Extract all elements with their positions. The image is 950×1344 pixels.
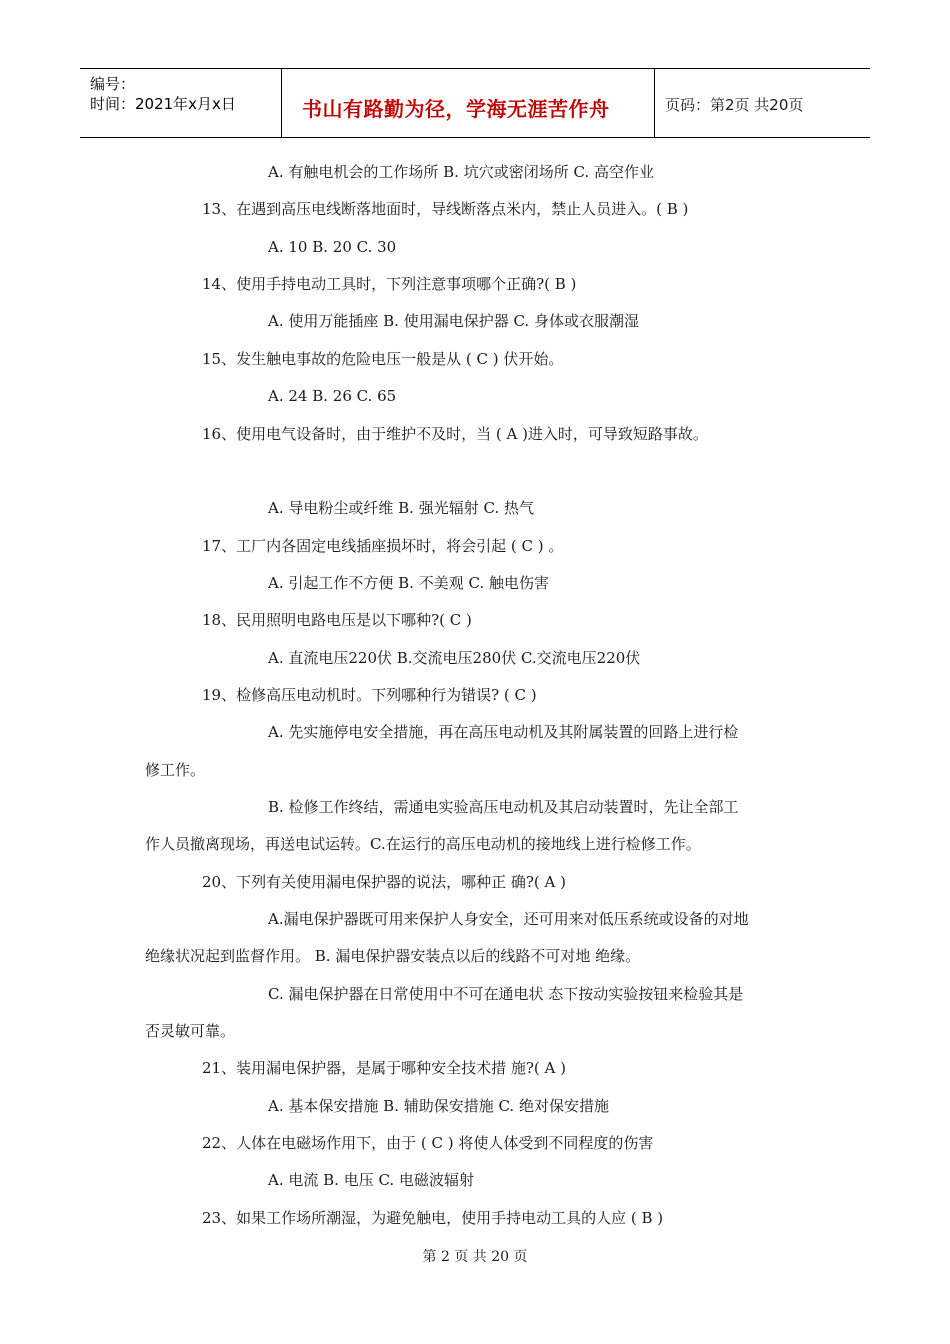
header-page-cell — [655, 69, 870, 137]
header-motto-cell — [282, 69, 655, 137]
question-18: 18、民用照明电路电压是以下哪种?( C ) — [202, 611, 472, 629]
question-14: 14、使用手持电动工具时，下列注意事项哪个正确?( B ) — [202, 275, 577, 293]
option-line: A. 直流电压220伏 B.交流电压280伏 C.交流电压220伏 — [268, 649, 641, 667]
option-line: A. 基本保安措施 B. 辅助保安措施 C. 绝对保安措施 — [268, 1097, 609, 1115]
option-line-cont: 修工作。 — [145, 761, 206, 779]
question-16: 16、使用电气设备时，由于维护不及时，当 ( A )进入时，可导致短路事故。 — [202, 425, 708, 443]
page-header — [80, 68, 870, 138]
question-20: 20、下列有关使用漏电保护器的说法，哪种正 确?( A ) — [202, 873, 566, 891]
motto: 书山有路勤为径，学海无涯苦作舟 — [302, 97, 610, 121]
question-21: 21、装用漏电保护器，是属于哪种安全技术措 施?( A ) — [202, 1059, 566, 1077]
option-line: A. 电流 B. 电压 C. 电磁波辐射 — [268, 1171, 474, 1189]
option-line: A. 10 B. 20 C. 30 — [268, 238, 397, 256]
question-17: 17、工厂内各固定电线插座损坏时，将会引起 ( C ) 。 — [202, 537, 564, 555]
option-line: A. 有触电机会的工作场所 B. 坑穴或密闭场所 C. 高空作业 — [268, 163, 654, 181]
time-label: 时间：2021年x月x日 — [90, 95, 236, 113]
option-line: B. 检修工作终结，需通电实验高压电动机及其启动装置时，先让全部工 — [268, 798, 739, 816]
option-line: A. 导电粉尘或纤维 B. 强光辐射 C. 热气 — [268, 499, 534, 517]
option-line: A. 使用万能插座 B. 使用漏电保护器 C. 身体或衣服潮湿 — [268, 312, 639, 330]
option-line-cont: 绝缘状况起到监督作用。 B. 漏电保护器安装点以后的线路不可对地 绝缘。 — [145, 947, 641, 965]
option-line: C. 漏电保护器在日常使用中不可在通电状 态下按动实验按钮来检验其是 — [268, 985, 744, 1003]
question-23: 23、如果工作场所潮湿，为避免触电，使用手持电动工具的人应 ( B ) — [202, 1209, 664, 1227]
number-label: 编号： — [90, 75, 136, 93]
option-line-cont: 作人员撤离现场，再送电试运转。C.在运行的高压电动机的接地线上进行检修工作。 — [145, 835, 701, 853]
option-line: A. 先实施停电安全措施，再在高压电动机及其附属装置的回路上进行检 — [268, 723, 739, 741]
question-15: 15、发生触电事故的危险电压一般是从 ( C ) 伏开始。 — [202, 350, 564, 368]
header-meta-cell — [80, 69, 282, 137]
page-footer: 第 2 页 共 20 页 — [422, 1249, 528, 1265]
page-label: 页码：第2页 共20页 — [665, 96, 804, 114]
question-19: 19、检修高压电动机时。下列哪种行为错误? ( C ) — [202, 686, 537, 704]
option-line-cont: 否灵敏可靠。 — [145, 1022, 236, 1040]
option-line: A. 24 B. 26 C. 65 — [268, 387, 397, 405]
option-line: A. 引起工作不方便 B. 不美观 C. 触电伤害 — [268, 574, 549, 592]
question-13: 13、在遇到高压电线断落地面时，导线断落点米内，禁止人员进入。( B ) — [202, 200, 689, 218]
option-line: A.漏电保护器既可用来保护人身安全，还可用来对低压系统或设备的对地 — [268, 910, 749, 928]
question-22: 22、人体在电磁场作用下，由于 ( C ) 将使人体受到不同程度的伤害 — [202, 1134, 654, 1152]
